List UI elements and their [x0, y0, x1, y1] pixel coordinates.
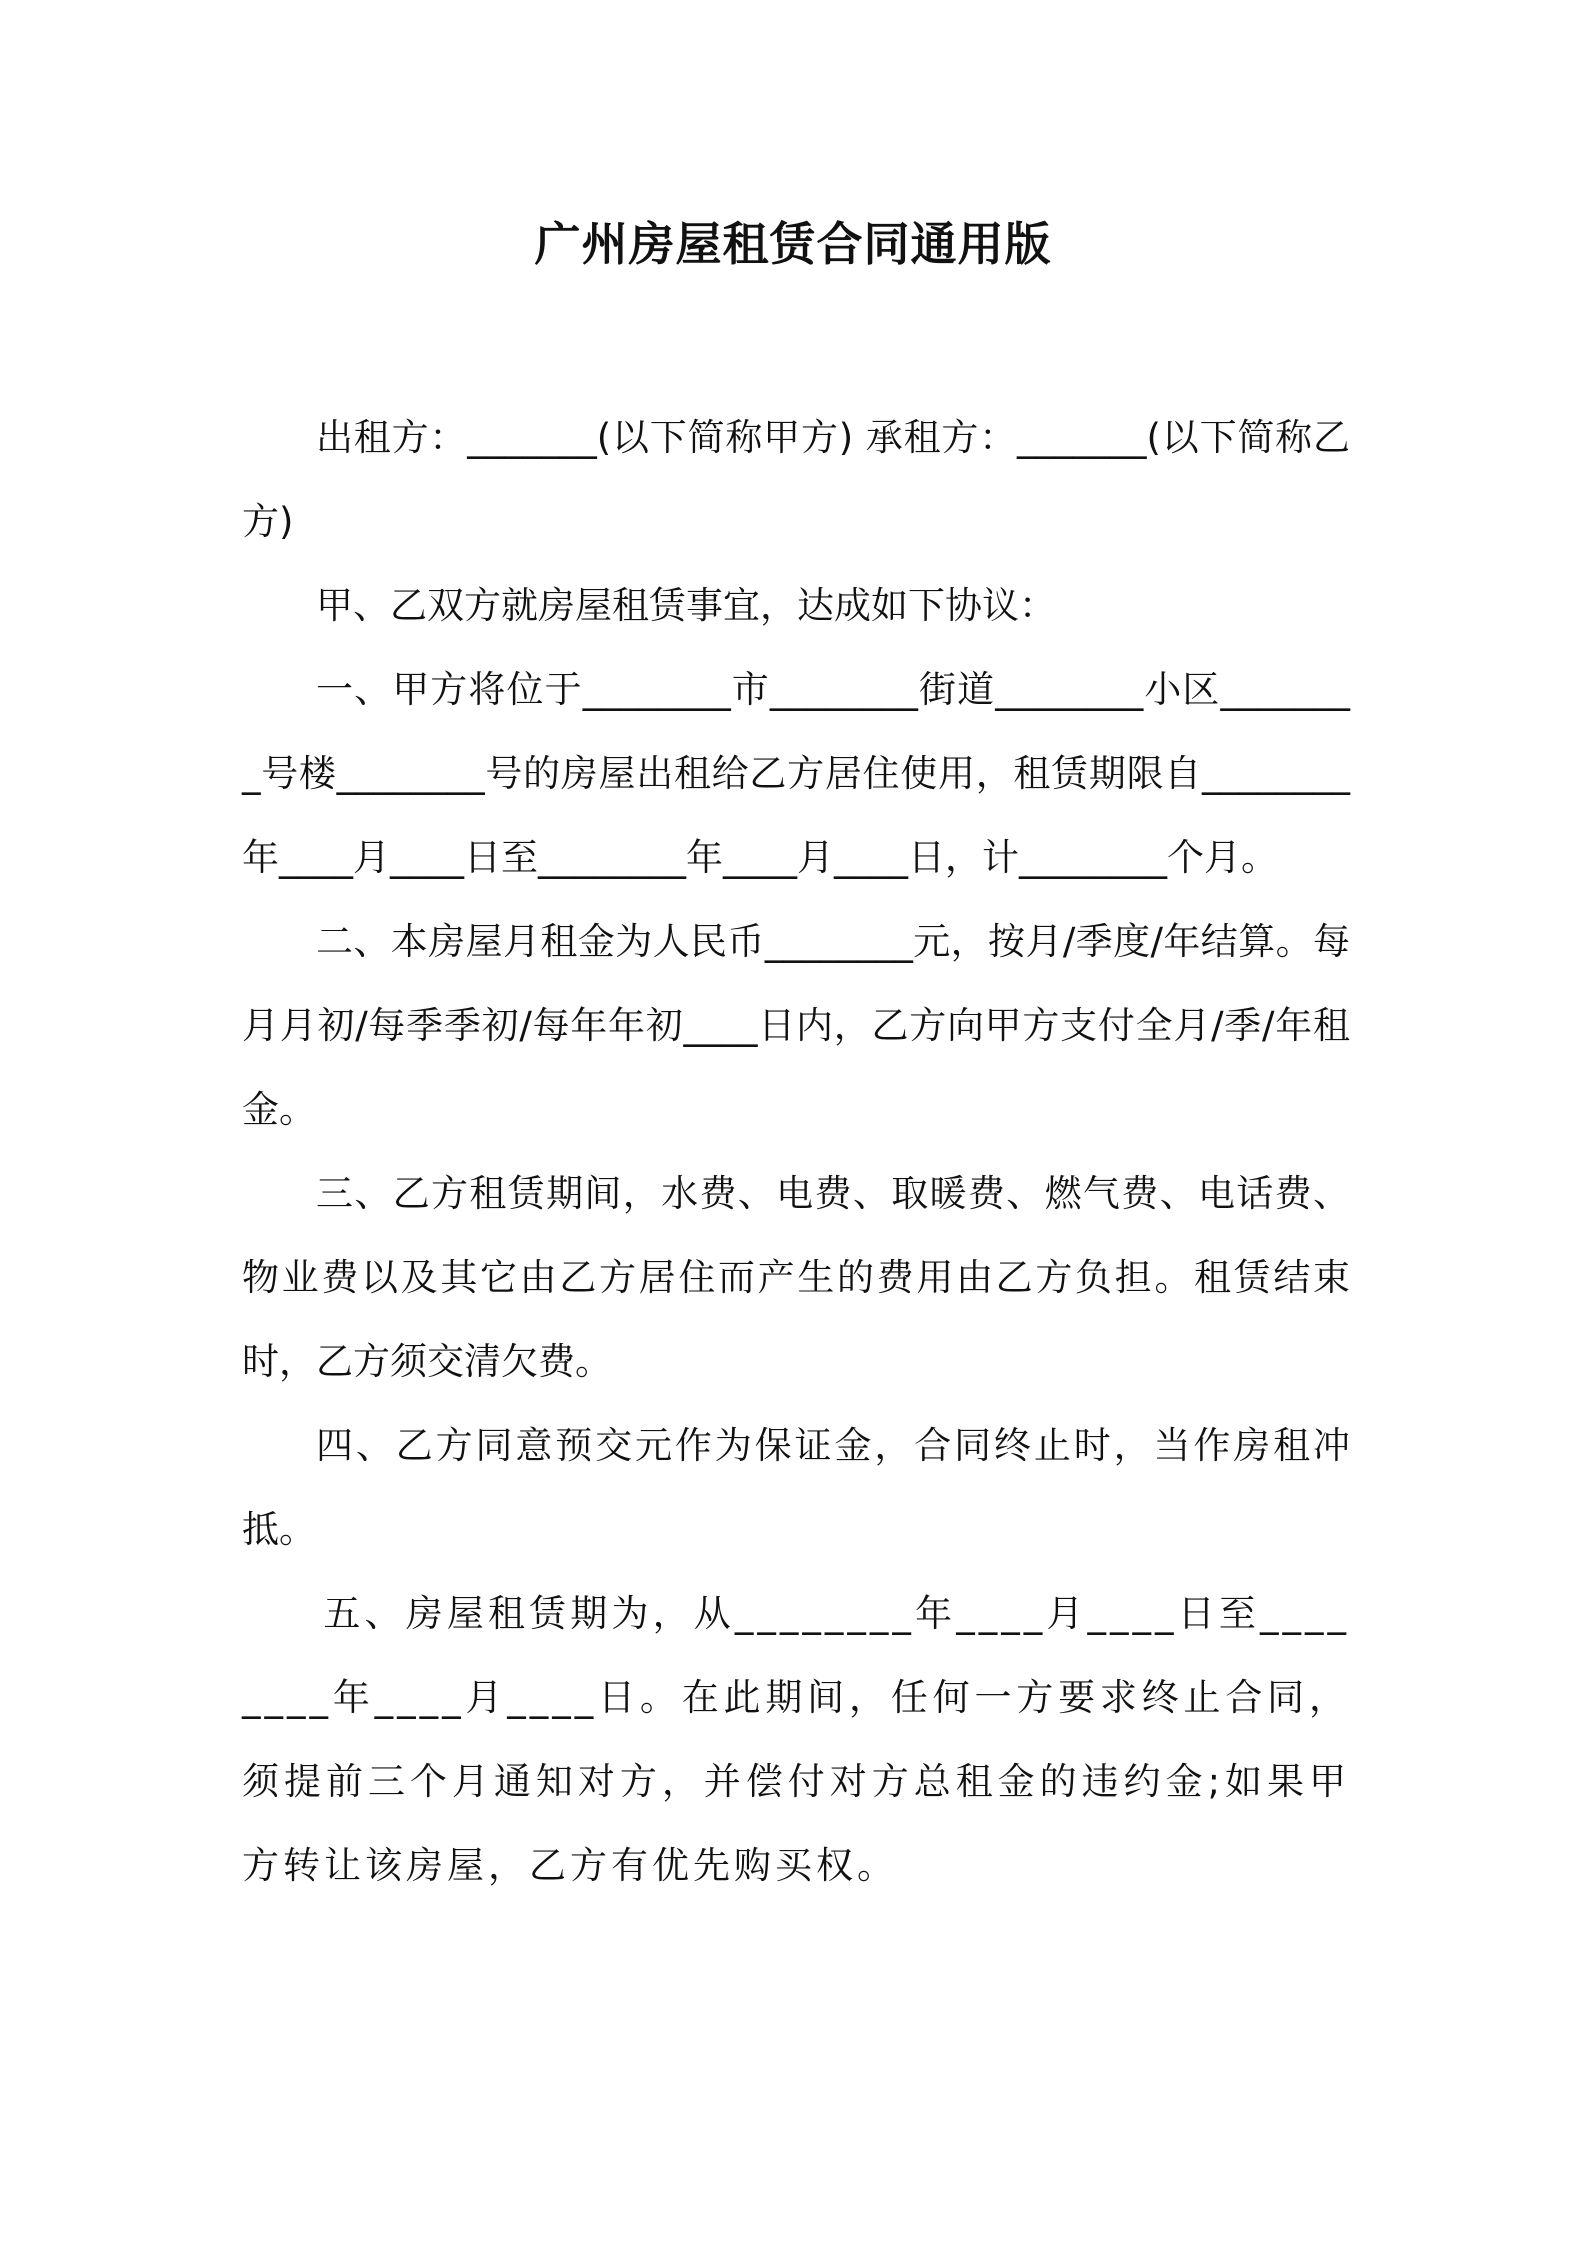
paragraph-agreement-intro: 甲、乙双方就房屋租赁事宜，达成如下协议：: [316, 584, 1056, 627]
paragraph-clause-4: 四、乙方同意预交元作为保证金，合同终止时，当作房租冲抵。: [242, 1424, 1350, 1551]
paragraph-clause-2: 二、本房屋月租金为人民币________元，按月/季度/年结算。每月月初/每季季初/每年年初____日内，乙方向甲方支付全月/季/年租金。: [242, 920, 1350, 1131]
document-body: [242, 396, 1350, 1908]
paragraph-clause-1: 一、甲方将位于________市________街道________小区________号楼________号的房屋出租给乙方居住使用，租赁期限自________年____月____日至________年____月____日，计________个月。: [242, 668, 1350, 879]
document-title: 广州房屋租赁合同通用版: [534, 217, 1052, 271]
paragraph-parties: 出租方：_______(以下简称甲方) 承租方：_______(以下简称乙方): [242, 416, 1350, 543]
paragraph-clause-5: 五、房屋租赁期为，从________年____月____日至________年____月____日。在此期间，任何一方要求终止合同，须提前三个月通知对方，并偿付对方总租金的违约金;如果甲方转让该房屋，乙方有优先购买权。: [242, 1592, 1350, 1887]
paragraph-clause-3: 三、乙方租赁期间，水费、电费、取暖费、燃气费、电话费、物业费以及其它由乙方居住而产生的费用由乙方负担。租赁结束时，乙方须交清欠费。: [242, 1172, 1350, 1383]
